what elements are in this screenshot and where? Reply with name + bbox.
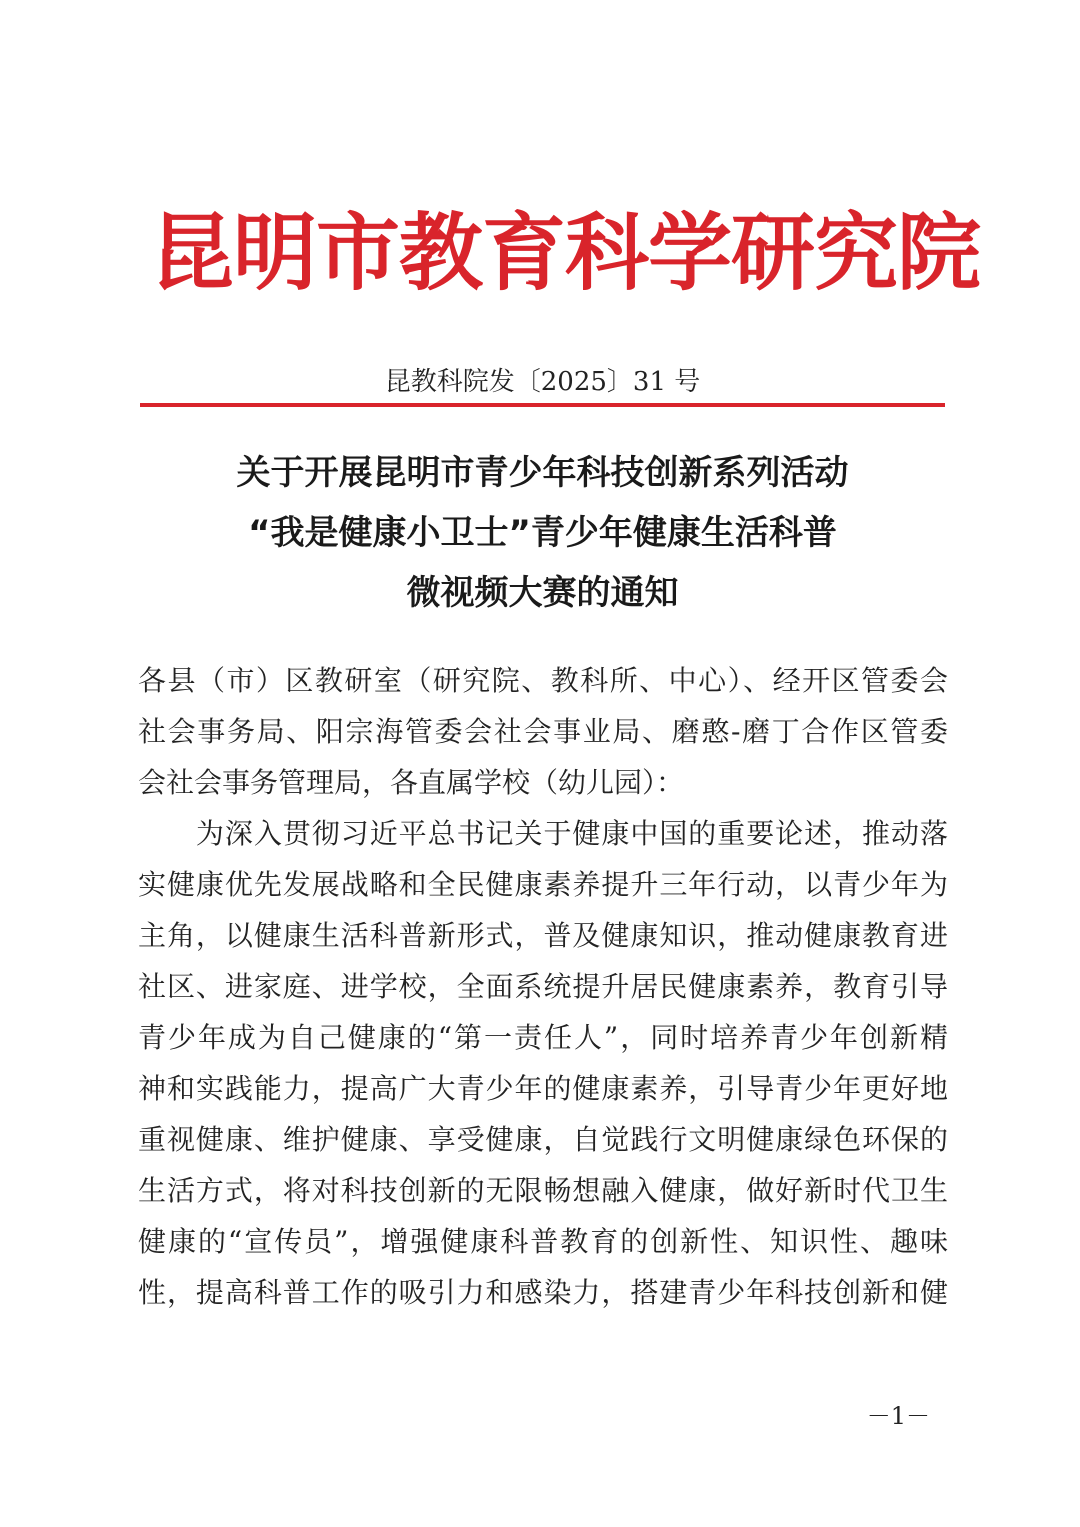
body-line: 神和实践能力，提高广大青少年的健康素养，引导青少年更好地 — [138, 1072, 948, 1105]
body-line: 健康的“宣传员”，增强健康科普教育的创新性、知识性、趣味 — [138, 1225, 948, 1258]
red-divider-line — [140, 403, 945, 407]
page-number: －1－ — [866, 1402, 930, 1430]
title-line: 关于开展昆明市青少年科技创新系列活动 — [236, 453, 849, 493]
body-line: 青少年成为自己健康的“第一责任人”，同时培养青少年创新精 — [138, 1021, 948, 1054]
title-line: “我是健康小卫士”青少年健康生活科普 — [248, 513, 837, 553]
body-line: 实健康优先发展战略和全民健康素养提升三年行动，以青少年为 — [138, 868, 948, 901]
document-body — [138, 655, 948, 1318]
body-line: 社会事务局、阳宗海管委会社会事业局、磨憨-磨丁合作区管委 — [138, 715, 948, 748]
body-line: 重视健康、维护健康、享受健康，自觉践行文明健康绿色环保的 — [138, 1123, 948, 1156]
document-title — [140, 443, 945, 623]
body-line: 会社会事务管理局，各直属学校（幼儿园）： — [138, 766, 685, 799]
document-number: 昆教科院发〔2025〕31 号 — [384, 367, 701, 397]
institution-header: 昆明市教育科学研究院 — [150, 204, 981, 302]
body-line: 性，提高科普工作的吸引力和感染力，搭建青少年科技创新和健 — [138, 1276, 948, 1309]
body-line: 主角，以健康生活科普新形式，普及健康知识，推动健康教育进 — [138, 919, 948, 952]
body-line: 生活方式，将对科技创新的无限畅想融入健康，做好新时代卫生 — [138, 1174, 948, 1207]
body-line: 各县（市）区教研室（研究院、教科所、中心）、经开区管委会 — [138, 664, 948, 697]
body-line: 为深入贯彻习近平总书记关于健康中国的重要论述，推动落 — [138, 817, 948, 850]
title-line: 微视频大赛的通知 — [406, 573, 679, 613]
body-line: 社区、进家庭、进学校，全面系统提升居民健康素养，教育引导 — [138, 970, 948, 1003]
